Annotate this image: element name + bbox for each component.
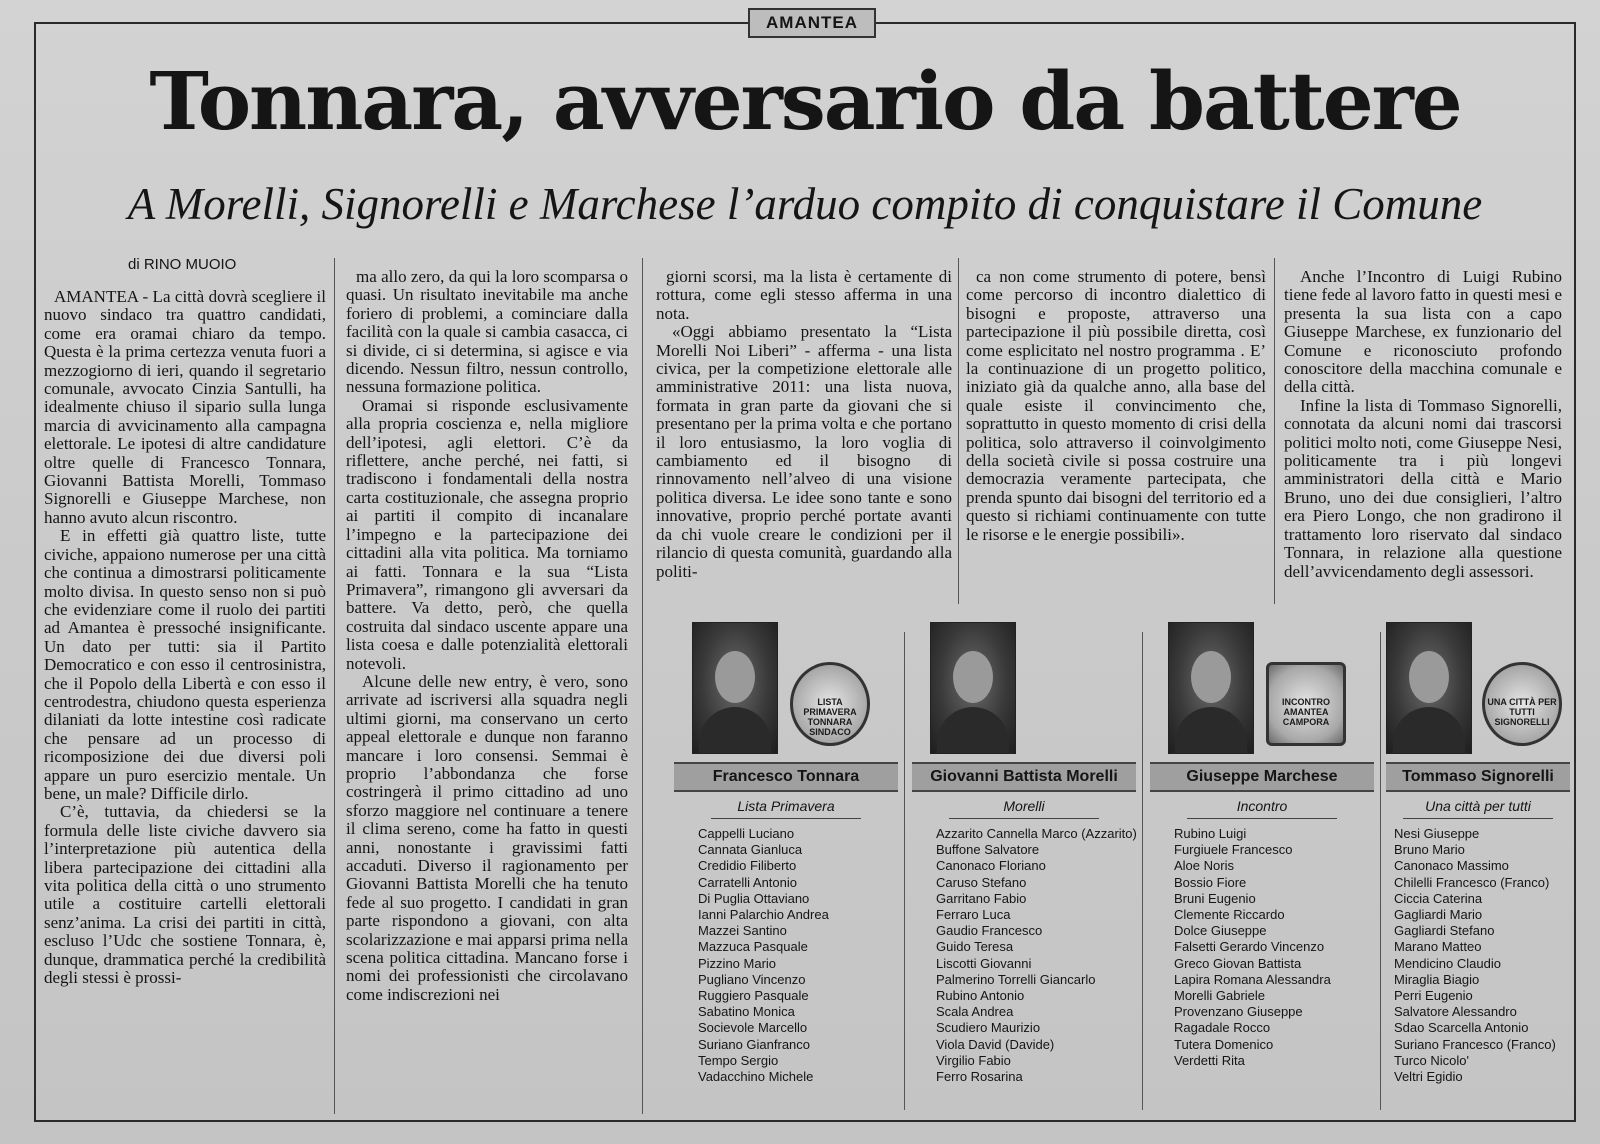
member-name: Gaudio Francesco xyxy=(936,923,1043,939)
party-logo: INCONTRO AMANTEA CAMPORA xyxy=(1266,662,1346,746)
member-name: Canonaco Massimo xyxy=(1394,858,1509,874)
byline: di RINO MUOIO xyxy=(128,256,237,273)
member-name: Veltri Egidio xyxy=(1394,1069,1463,1085)
paragraph: C’è, tuttavia, da chiedersi se la formula delle liste civiche davvero sia l’interpretazione più autentica della libera partecipazione dei cittadini alla vita politica della città o uno strumento utile a costituire cartelli elettorali senz’anima. La crisi dei partiti in città, escluso l’Udc che sostiene Tonnara, è, dunque, drammatica perché la credibilità degli stessi è prossi- xyxy=(44,802,326,988)
member-name: Virgilio Fabio xyxy=(936,1052,1011,1068)
article-column-5 xyxy=(1284,268,1562,608)
member-name: Tempo Sergio xyxy=(698,1052,779,1068)
paragraph: ca non come strumento di potere, bensì come percorso di incontro dialettico di bisogni e proposte, attraverso una partecipazione il più possibile diretta, così come esplicitato nel nostro programma . E’ la continuazione di un progetto politico, iniziato già da qualche anno, alla base del quale esiste il convincimento che, soprattutto in questo momento di crisi della politica, solo attraverso il coinvolgimento della società civile si possa costruire una democrazia veramente partecipata, che prenda spunto dai bisogni del territorio ed a questo si richiami continuamente con tutte le risorse e le energie possibili». xyxy=(966,268,1266,544)
article-column-4 xyxy=(966,268,1266,608)
member-name: Marano Matteo xyxy=(1394,939,1482,955)
member-name: Canonaco Floriano xyxy=(936,858,1046,874)
member-name: Socievole Marcello xyxy=(698,1020,808,1036)
member-list xyxy=(936,826,1136,1085)
member-name: Miraglia Biagio xyxy=(1394,971,1480,987)
member-name: Turco Nicolo' xyxy=(1394,1052,1469,1068)
member-name: Credidio Filiberto xyxy=(698,858,797,874)
member-name: Rubino Luigi xyxy=(1174,826,1247,841)
member-name: Vadacchino Michele xyxy=(698,1069,814,1085)
member-name: Ruggiero Pasquale xyxy=(698,988,809,1004)
member-name: Caruso Stefano xyxy=(936,874,1027,890)
member-name: Ianni Palarchio Andrea xyxy=(698,907,829,923)
member-name: Bossio Fiore xyxy=(1174,874,1247,890)
article-column-2 xyxy=(346,268,628,1108)
list-name: Lista Primavera xyxy=(674,798,898,819)
member-name: Buffone Salvatore xyxy=(936,842,1040,858)
member-name: Ferraro Luca xyxy=(936,907,1011,923)
paragraph: Infine la lista di Tommaso Signorelli, connotata da alcuni nomi dai trascorsi politici molto noti, come Giuseppe Nesi, politicamente tra i più longevi amministratori della città e Mario Bruno, uno dei due consiglieri, l’altro era Piero Longo, che non gradirono il trattamento loro riservato dal sindaco Tonnara, in relazione alla questione dell’avvicendamento degli assessori. xyxy=(1284,395,1562,581)
member-name: Cappelli Luciano xyxy=(698,826,795,841)
member-name: Morelli Gabriele xyxy=(1174,988,1266,1004)
member-name: Tutera Domenico xyxy=(1174,1036,1274,1052)
member-name: Cannata Gianluca xyxy=(698,842,803,858)
member-list xyxy=(1394,826,1570,1085)
candidate-name: Giuseppe Marchese xyxy=(1150,762,1374,792)
member-name: Liscotti Giovanni xyxy=(936,955,1032,971)
member-name: Mazzuca Pasquale xyxy=(698,939,808,955)
column-rule xyxy=(642,258,643,1114)
member-name: Gagliardi Stefano xyxy=(1394,923,1495,939)
member-name: Scudiero Maurizio xyxy=(936,1020,1041,1036)
candidate-photo xyxy=(1168,622,1254,754)
member-name: Bruni Eugenio xyxy=(1174,890,1256,906)
candidate-box xyxy=(1150,622,1374,1114)
paragraph: Oramai si risponde esclusivamente alla propria coscienza e, nella migliore dell’ipotesi, agli elettori. C’è da riflettere, anche perché, nei fatti, si tradiscono i fondamentali della nostra carta costituzionale, che assegna proprio ai partiti il compito di incanalare l’impegno e la partecipazione dei cittadini alla vita politica. Ma torniamo ai fatti. Tonnara e la sua “Lista Primavera”, rimangono gli avversari da battere. Va detto, però, che quella costruita dal sindaco uscente appare una lista coesa e dalle potenzialità elettorali notevoli. xyxy=(346,395,628,673)
member-list xyxy=(1174,826,1374,1069)
section-tag: AMANTEA xyxy=(748,8,876,38)
member-name: Clemente Riccardo xyxy=(1174,907,1285,923)
member-name: Perri Eugenio xyxy=(1394,988,1473,1004)
headline: Tonnara, avversario da battere xyxy=(149,54,1461,148)
list-name: Una città per tutti xyxy=(1386,798,1570,819)
member-name: Suriano Gianfranco xyxy=(698,1036,811,1052)
member-name: Scala Andrea xyxy=(936,1004,1014,1020)
member-name: Suriano Francesco (Franco) xyxy=(1394,1036,1556,1052)
candidate-photo xyxy=(692,622,778,754)
member-name: Lapira Romana Alessandra xyxy=(1174,971,1331,987)
candidate-name: Tommaso Signorelli xyxy=(1386,762,1570,792)
member-name: Bruno Mario xyxy=(1394,842,1465,858)
member-name: Ragadale Rocco xyxy=(1174,1020,1271,1036)
candidate-box xyxy=(674,622,898,1114)
article-column-1 xyxy=(44,288,326,1108)
party-logo: LISTA PRIMAVERA TONNARA SINDACO xyxy=(790,662,870,746)
member-name: Provenzano Giuseppe xyxy=(1174,1004,1303,1020)
candidate-name: Giovanni Battista Morelli xyxy=(912,762,1136,792)
paragraph: AMANTEA - La città dovrà scegliere il nuovo sindaco tra quattro candidati, come era oramai chiaro da tempo. Questa è la prima certezza venuta fuori a mezzogiorno di ieri, quando il segretario comunale, avvocato Cinzia Santulli, ha idealmente chiuso il sipario sulla lunga marcia di avvicinamento alla campagna elettorale. Le ipotesi di altre candidature oltre quelle di Francesco Tonnara, Giovanni Battista Morelli, Tommaso Signorelli e Giuseppe Marchese, non hanno avuto alcun riscontro. xyxy=(44,288,326,527)
member-name: Viola David (Davide) xyxy=(936,1036,1055,1052)
paragraph: giorni scorsi, ma la lista è certamente di rottura, come egli stesso afferma in una nota. xyxy=(656,268,952,323)
candidate-box xyxy=(912,622,1136,1114)
member-name: Mendicino Claudio xyxy=(1394,955,1501,971)
member-name: Pugliano Vincenzo xyxy=(698,971,806,987)
list-name: Morelli xyxy=(912,798,1136,819)
member-name: Pizzino Mario xyxy=(698,955,777,971)
member-name: Falsetti Gerardo Vincenzo xyxy=(1174,939,1325,955)
list-name: Incontro xyxy=(1150,798,1374,819)
candidate-photo xyxy=(1386,622,1472,754)
member-name: Nesi Giuseppe xyxy=(1394,826,1480,841)
candidate-box xyxy=(1346,622,1570,1114)
paragraph: «Oggi abbiamo presentato la “Lista Morelli Noi Liberi” - afferma - una lista civica, per la competizione elettorale alle amministrative 2011: una lista nuova, formata in gran parte da giovani che si presentano per la prima volta e che portano il loro entusiasmo, la loro voglia di cambiamento ed il bisogno di rinnovamento nell’alveo di una visione politica diversa. Le idee sono tante e sono innovative, proprio perché portate avanti da chi vuole creare le condizioni per il rilancio di questa comunità, guardando alla politi- xyxy=(656,322,952,581)
member-name: Rubino Antonio xyxy=(936,988,1025,1004)
member-name: Dolce Giuseppe xyxy=(1174,923,1267,939)
member-name: Greco Giovan Battista xyxy=(1174,955,1302,971)
member-name: Guido Teresa xyxy=(936,939,1014,955)
member-name: Mazzei Santino xyxy=(698,923,787,939)
candidate-photo xyxy=(930,622,1016,754)
member-name: Sabatino Monica xyxy=(698,1004,795,1020)
member-name: Carratelli Antonio xyxy=(698,874,797,890)
paragraph: E in effetti già quattro liste, tutte civiche, appaiono numerose per una città che continua a dimostrarsi politicamente molto divisa. In questo senso non si può che evidenziare come il ruolo dei partiti ad Amantea è pressoché insignificante. Un dato per tutti: sia il Partito Democratico e con esso il centrosinistra, che il Popolo della Libertà e con esso il centrodestra, chiudono questa esperienza dilaniati da lotte intestine così radicate che pensare ad un processo di ricomposizione dei due diversi poli appare un puro esercizio mentale. Un bene, un male? Difficile dirlo. xyxy=(44,526,326,803)
article-column-3 xyxy=(656,268,952,608)
column-rule xyxy=(1274,258,1275,604)
member-name: Gagliardi Mario xyxy=(1394,907,1483,923)
member-name: Ferro Rosarina xyxy=(936,1069,1023,1085)
party-logo: UNA CITTÀ PER TUTTI SIGNORELLI xyxy=(1482,662,1562,746)
member-name: Palmerino Torrelli Giancarlo xyxy=(936,971,1096,987)
member-name: Di Puglia Ottaviano xyxy=(698,890,810,906)
member-name: Salvatore Alessandro xyxy=(1394,1004,1517,1020)
candidate-name: Francesco Tonnara xyxy=(674,762,898,792)
member-name: Sdao Scarcella Antonio xyxy=(1394,1020,1529,1036)
member-name: Aloe Noris xyxy=(1174,858,1234,874)
member-name: Verdetti Rita xyxy=(1174,1052,1245,1068)
subheadline: A Morelli, Signorelli e Marchese l’arduo compito di conquistare il Comune xyxy=(127,179,1483,229)
member-name: Chilelli Francesco (Franco) xyxy=(1394,874,1550,890)
column-rule xyxy=(1142,632,1143,1110)
column-rule xyxy=(958,258,959,604)
member-list xyxy=(698,826,898,1085)
member-name: Garritano Fabio xyxy=(936,890,1027,906)
paragraph: Alcune delle new entry, è vero, sono arrivate ad iscriversi alla squadra negli ultimi giorni, ma conservano un certo appeal elettorale e dunque non faranno mancare i loro consensi. Semmai è proprio l’abbondanza che forse costringerà il primo cittadino ad uno sforzo maggiore nel continuare a tenere il clima sereno, come ha fatto in questi anni, nonostante i gravissimi fatti accaduti. Diverso il ragionamento per Giovanni Battista Morelli che ha tenuto fede al suo progetto. I candidati in gran parte rispondono a giovani, con alta scolarizzazione e mai apparsi prima nella scena politica cittadina. Mancano forse i nomi dei professionisti che circolavano come indiscrezioni nei xyxy=(346,671,628,1004)
member-name: Furgiuele Francesco xyxy=(1174,842,1293,858)
paragraph: ma allo zero, da qui la loro scomparsa o quasi. Un risultato inevitabile ma anche foriero di problemi, a cominciare dalla facilità con la quale si cambia casacca, ci si divide, ci si determina, si agisce e via dicendo. Nessun filtro, nessun controllo, nessuna formazione politica. xyxy=(346,268,628,397)
column-rule xyxy=(904,632,905,1110)
member-name: Ciccia Caterina xyxy=(1394,890,1483,906)
column-rule xyxy=(334,258,335,1114)
paragraph: Anche l’Incontro di Luigi Rubino tiene fede al lavoro fatto in questi mesi e presenta la sua lista con a capo Giuseppe Marchese, ex funzionario del Comune e riconosciuto profondo conoscitore della macchina comunale e della città. xyxy=(1284,268,1562,397)
member-name: Azzarito Cannella Marco (Azzarito) xyxy=(936,826,1137,841)
